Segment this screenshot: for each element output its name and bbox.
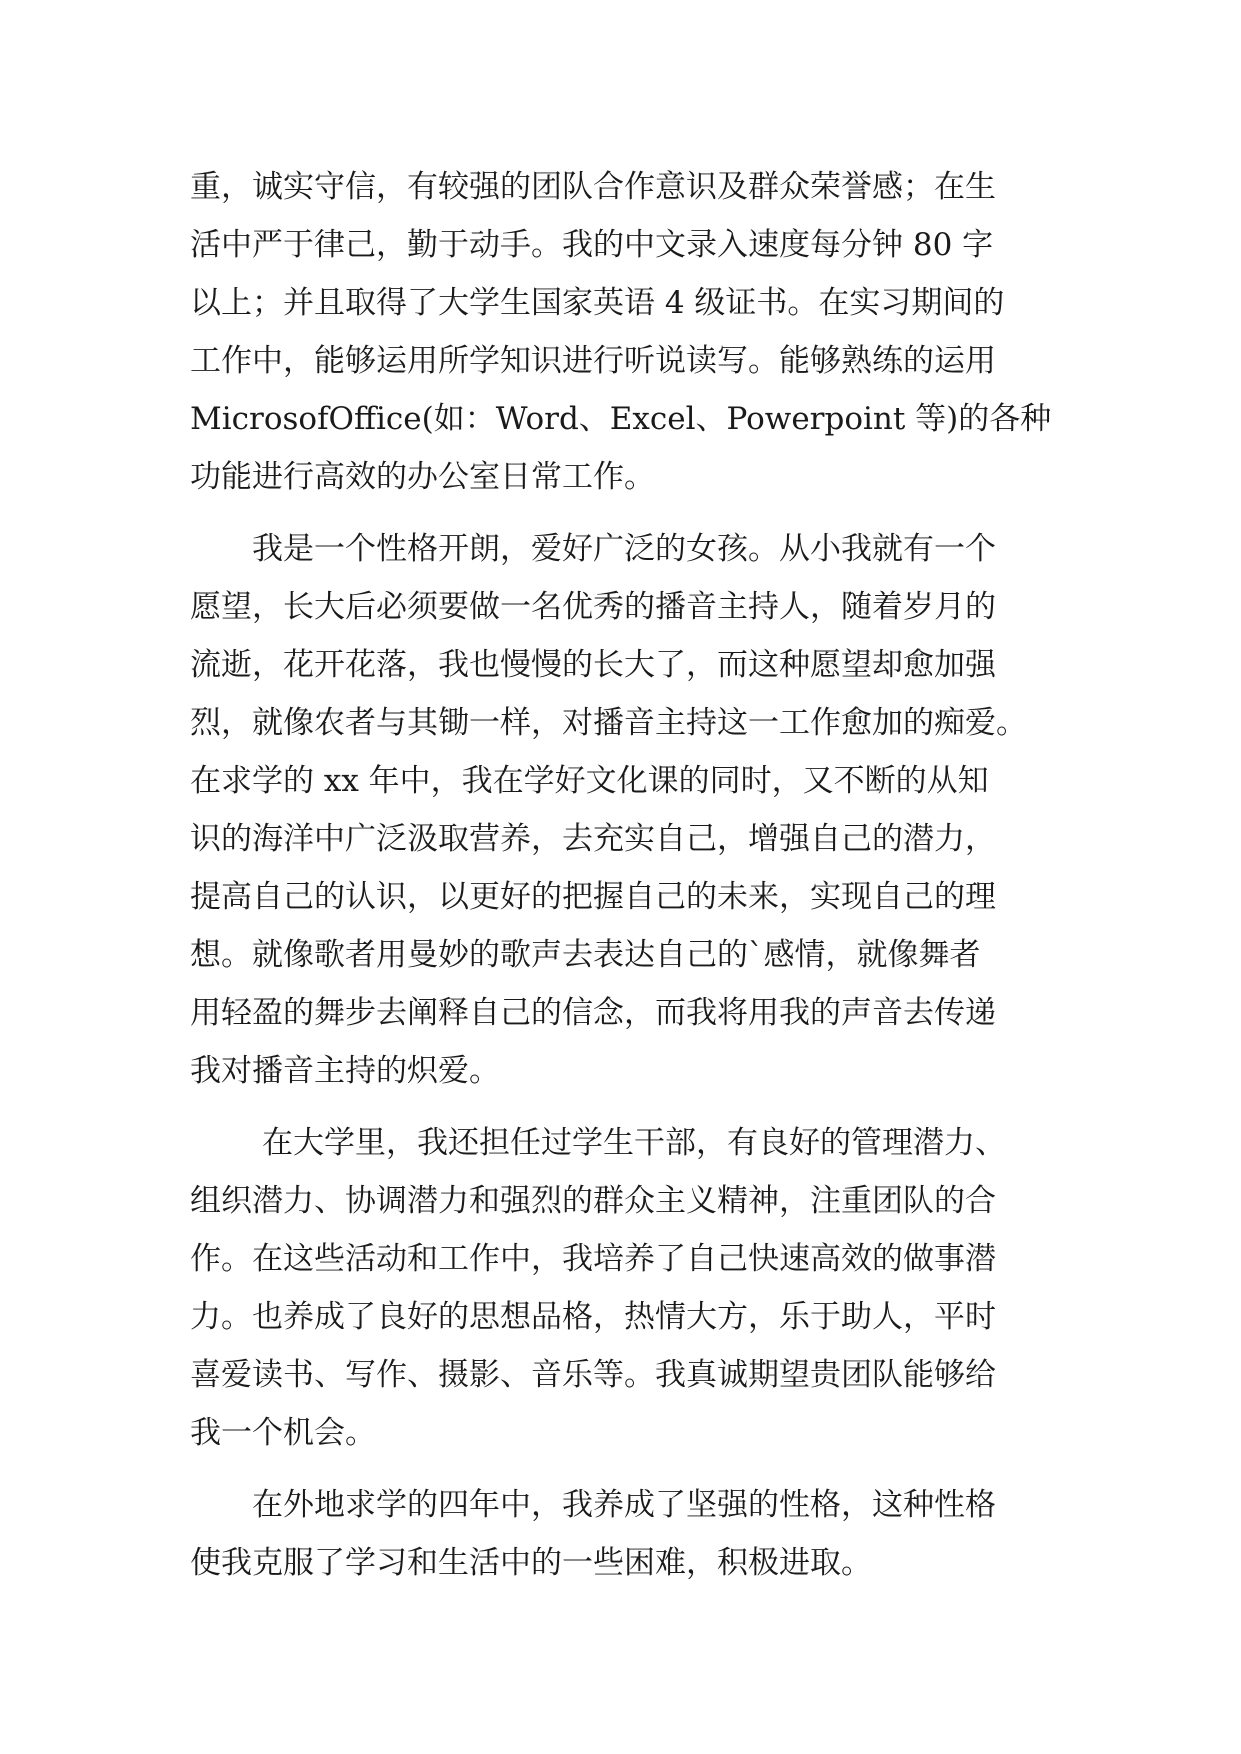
text-line: 烈，就像农者与其锄一样，对播音主持这一工作愈加的痴爱。 [190, 705, 1027, 741]
text-line: 力。也养成了良好的思想品格，热情大方，乐于助人，平时 [190, 1299, 996, 1335]
text-line: 在求学的 xx 年中，我在学好文化课的同时，又不断的从知 [190, 763, 989, 799]
text-line: 愿望，长大后必须要做一名优秀的播音主持人，随着岁月的 [190, 589, 996, 625]
text-line: 在大学里，我还担任过学生干部，有良好的管理潜力、 [262, 1125, 1006, 1161]
text-line: 识的海洋中广泛汲取营养，去充实自己，增强自己的潜力， [190, 821, 996, 857]
text-line: 想。就像歌者用曼妙的歌声去表达自己的`感情，就像舞者 [190, 937, 981, 973]
text-line: 功能进行高效的办公室日常工作。 [190, 459, 655, 495]
text-line: 活中严于律己，勤于动手。我的中文录入速度每分钟 80 字 [190, 227, 994, 263]
text-line: 提高自己的认识，以更好的把握自己的未来，实现自己的理 [190, 879, 996, 915]
text-line: MicrosofOffice(如：Word、Excel、Powerpoint 等)的各种 [190, 401, 1052, 437]
paragraph-university [190, 1114, 1070, 1462]
text-line: 重，诚实守信，有较强的团队合作意识及群众荣誉感；在生 [190, 169, 996, 205]
text-line: 使我克服了学习和生活中的一些困难，积极进取。 [190, 1545, 872, 1581]
text-line: 我是一个性格开朗，爱好广泛的女孩。从小我就有一个 [252, 531, 996, 567]
text-line: 在外地求学的四年中，我养成了坚强的性格，这种性格 [252, 1487, 996, 1523]
text-line: 作。在这些活动和工作中，我培养了自己快速高效的做事潜 [190, 1241, 996, 1277]
paragraph-study-abroad [190, 1476, 1070, 1592]
text-line: 以上；并且取得了大学生国家英语 4 级证书。在实习期间的 [190, 285, 1005, 321]
text-line: 工作中，能够运用所学知识进行听说读写。能够熟练的运用 [190, 343, 996, 379]
text-line: 我一个机会。 [190, 1415, 376, 1451]
text-line: 喜爱读书、写作、摄影、音乐等。我真诚期望贵团队能够给 [190, 1357, 996, 1393]
text-line: 组织潜力、协调潜力和强烈的群众主义精神，注重团队的合 [190, 1183, 996, 1219]
paragraph-personality [190, 520, 1070, 1100]
text-line: 流逝，花开花落，我也慢慢的长大了，而这种愿望却愈加强 [190, 647, 996, 683]
text-line: 我对播音主持的炽爱。 [190, 1053, 500, 1089]
body-text [190, 158, 1070, 1592]
text-line: 用轻盈的舞步去阐释自己的信念，而我将用我的声音去传递 [190, 995, 996, 1031]
paragraph-skills [190, 158, 1070, 506]
